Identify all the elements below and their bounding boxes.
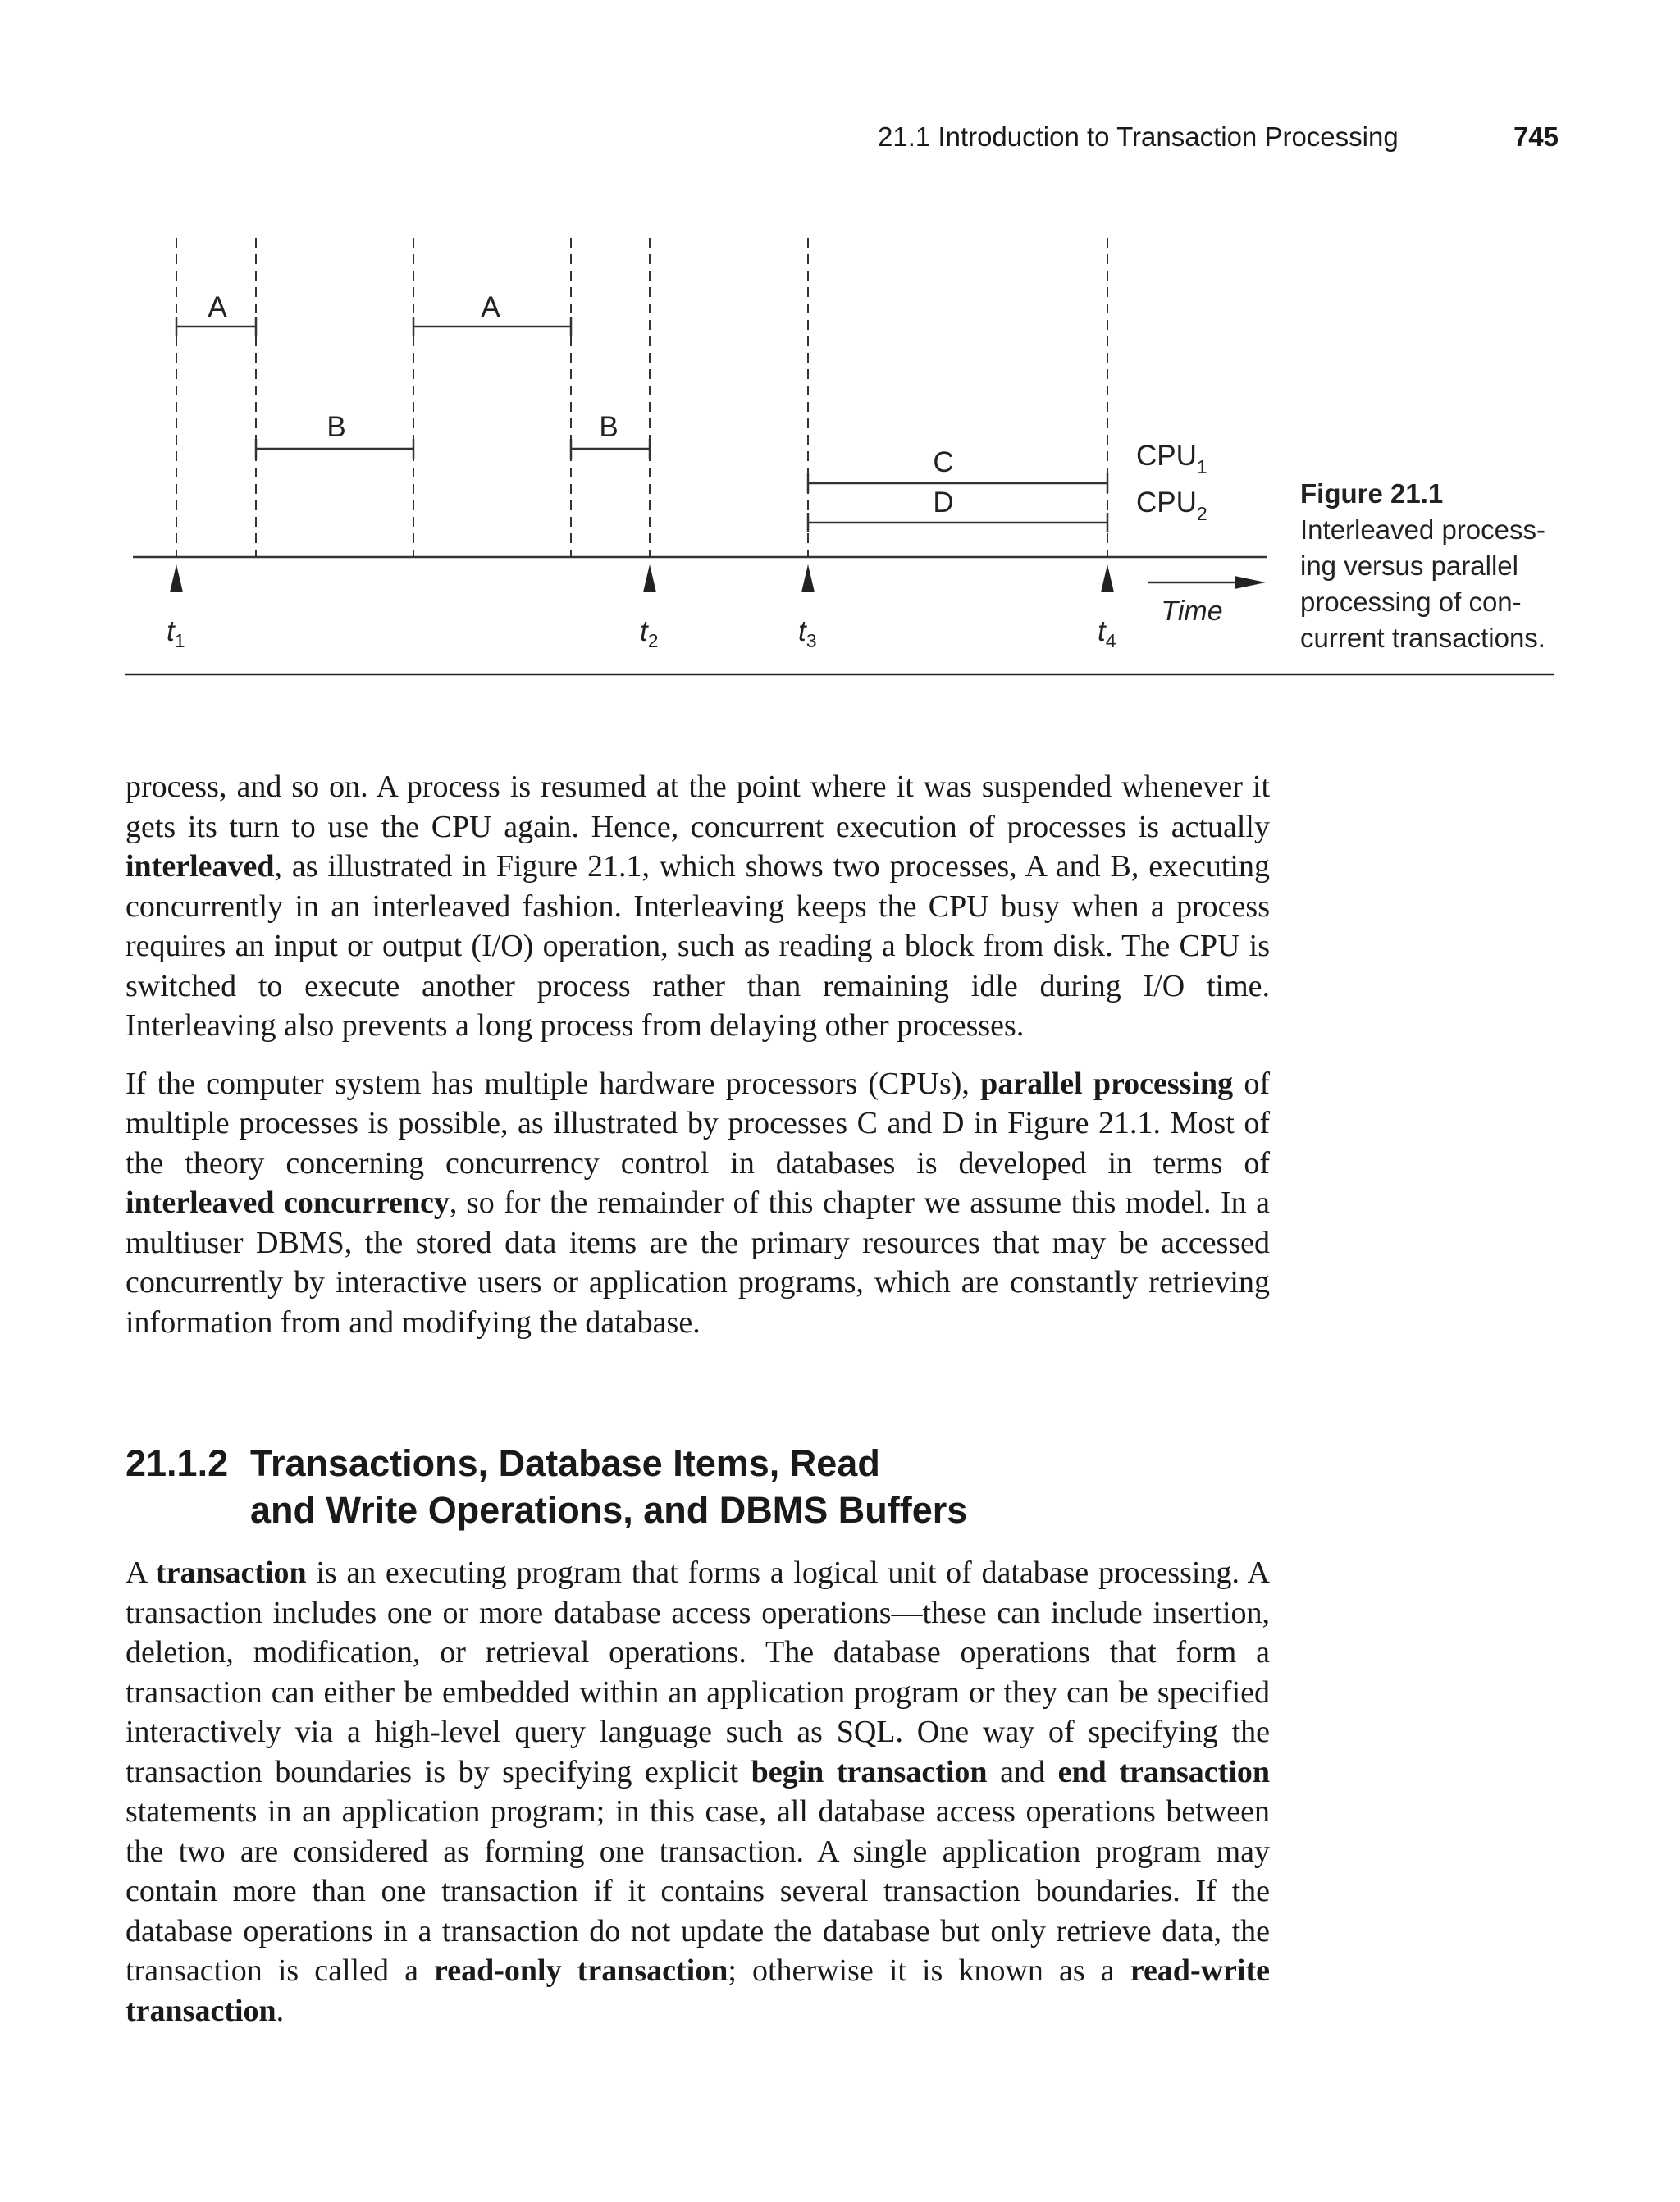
process-intervals bbox=[176, 317, 1107, 532]
time-arrow-head bbox=[1235, 576, 1266, 589]
section-number: 21.1.2 bbox=[126, 1442, 229, 1484]
time-marker-labels bbox=[167, 615, 1116, 651]
interval-c bbox=[808, 473, 1107, 493]
label-cpu2: $CPU_2$ bbox=[1136, 487, 1208, 524]
section-title: Transactions, Database Items, Read and Write Operations, and DBMS Buffers bbox=[250, 1442, 968, 1531]
label-t4: $t_4$ bbox=[1098, 615, 1116, 651]
label-t1: $t_1$ bbox=[167, 615, 185, 651]
time-markers bbox=[170, 564, 1114, 592]
term-end-transaction: end transaction bbox=[1057, 1754, 1271, 1789]
label-cpu1: $CPU_1$ bbox=[1136, 440, 1208, 477]
figure-caption-line: ing versus parallel bbox=[1300, 550, 1518, 581]
marker-t4 bbox=[1101, 564, 1114, 592]
time-arrow bbox=[1148, 576, 1266, 627]
paragraph-parallel: If the computer system has multiple hardware processors (CPUs), parallel processing of multiple processes is possible, as illustrated by processes C and D in Figure 21.1. Most of the theory concerning concurrency control in databases is developed in terms of interleaved concurrency, so for the remainder of this chapter we assume this model. In a multiuser DBMS, the stored data items are the primary resources that may be accessed concurrently by interactive users or application programs, which are constantly retrieving information from and modifying the database. bbox=[126, 1066, 1271, 1340]
body-text-upper bbox=[126, 767, 1270, 1360]
term-transaction: transaction bbox=[156, 1556, 307, 1590]
term-begin-transaction: begin transaction bbox=[751, 1754, 988, 1789]
label-b2: B bbox=[599, 411, 619, 443]
marker-t1 bbox=[170, 564, 183, 592]
marker-t3 bbox=[801, 564, 815, 592]
page-number: 745 bbox=[1513, 121, 1559, 152]
term-parallel-processing: parallel processing bbox=[980, 1066, 1234, 1101]
interval-labels bbox=[208, 291, 953, 519]
paragraph-transaction: A transaction is an executing program that forms a logical unit of database processing. A transaction includes one or more database access operations—these can include insertion, deletion, modification, or retrieval operations. The database operations that form a transaction can either be embedded within an application program or they can be specified interactively via a high-level query language such as SQL. One way of specifying the transaction boundaries is by specifying explicit begin transaction and end transaction statements in an application program; in this case, all database access operations between the two are considered as forming one transaction. A single application program may contain more than one transaction if it contains several transaction boundaries. If the database operations in a transaction do not update the database but only retrieve data, the transaction is called a read-only transaction; otherwise it is known as a read-write transaction. bbox=[126, 1556, 1271, 2028]
paragraph-interleaved: process, and so on. A process is resumed at the point where it was suspended whenever it gets its turn to use the CPU again. Hence, concurrent execution of processes is actually interleaved, as illustrated in Figure 21.1, which shows two processes, A and B, executing concurrently in an interleaved fashion. Interleaving keeps the CPU busy when a process requires an input or output (I/O) operation, such as reading a block from disk. The CPU is switched to execute another process rather than remaining idle during I/O time. Interleaving also prevents a long process from delaying other processes. bbox=[126, 770, 1270, 1043]
running-head bbox=[878, 121, 1559, 154]
label-t3: $t_3$ bbox=[798, 615, 817, 651]
time-divider-lines bbox=[176, 238, 1107, 558]
marker-t2 bbox=[643, 564, 656, 592]
cpu-labels bbox=[1136, 440, 1208, 524]
label-c: C bbox=[933, 446, 954, 478]
term-interleaved: interleaved bbox=[126, 849, 275, 884]
label-d: D bbox=[933, 487, 954, 519]
label-time: Time bbox=[1161, 596, 1223, 627]
label-t2: $t_2$ bbox=[640, 615, 659, 651]
figure-caption-line: current transactions. bbox=[1300, 623, 1545, 653]
figure-caption-line: Interleaved process- bbox=[1300, 514, 1545, 545]
term-read-only-transaction: read-only transaction bbox=[434, 1953, 728, 1988]
term-interleaved-concurrency: interleaved concurrency bbox=[126, 1186, 450, 1220]
running-head-section: 21.1 Introduction to Transaction Processing bbox=[878, 121, 1399, 152]
figure-caption bbox=[1300, 476, 1571, 656]
interval-d bbox=[808, 513, 1107, 532]
figure-caption-line: processing of con- bbox=[1300, 587, 1522, 617]
label-a1: A bbox=[208, 291, 227, 323]
figure-caption-title: Figure 21.1 bbox=[1300, 478, 1444, 509]
label-a2: A bbox=[481, 291, 500, 323]
label-b1: B bbox=[326, 411, 346, 443]
term-read-write-transaction: read-write transaction bbox=[126, 1953, 1270, 2028]
body-text-lower bbox=[126, 1553, 1270, 2049]
